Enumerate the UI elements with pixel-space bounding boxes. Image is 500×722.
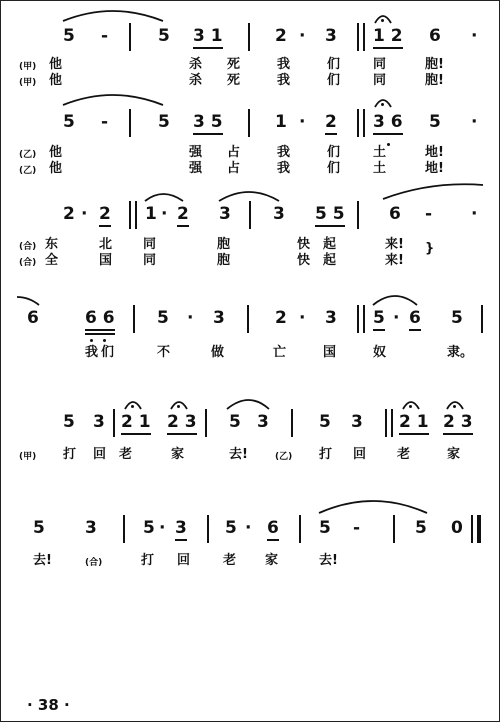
notation-line [1, 405, 499, 441]
note: 3 [85, 518, 97, 538]
note: 2 [275, 26, 287, 46]
note: 3 [93, 412, 105, 432]
barline [391, 409, 393, 437]
barline [481, 305, 483, 333]
barline [249, 201, 251, 229]
note: 5 [229, 412, 241, 432]
note-group: 3 1 [193, 25, 223, 49]
note: 5 [429, 112, 441, 132]
dash: - [425, 204, 433, 224]
barline [363, 305, 365, 333]
notation-line [1, 511, 499, 547]
slur [1, 105, 499, 141]
barline [385, 409, 387, 437]
barline [129, 23, 131, 51]
note: 1 [275, 112, 287, 132]
dot: · [299, 112, 306, 132]
note: 6 [389, 204, 401, 224]
octave-dot [103, 339, 106, 342]
dot: · [187, 308, 194, 328]
fermata-dot [131, 405, 134, 408]
note: 3 [219, 204, 231, 224]
note-group: 3 5 [193, 111, 223, 135]
note: 6 [27, 308, 39, 328]
note: 6 [267, 517, 279, 541]
barline [357, 201, 359, 229]
note: 6 [409, 307, 421, 331]
tie [1, 301, 499, 337]
barline [363, 23, 365, 51]
barline [247, 305, 249, 333]
note: 3 [351, 412, 363, 432]
dash: - [353, 518, 361, 538]
dash: - [101, 26, 109, 46]
note: 5 [63, 412, 75, 432]
fermata-dot [409, 405, 412, 408]
note: 3 [175, 517, 187, 541]
dot: · [245, 518, 252, 538]
octave-dot [90, 339, 93, 342]
barline [129, 201, 131, 229]
rest: 0 [451, 518, 463, 538]
note: 3 [273, 204, 285, 224]
note-group: 2 1 [399, 411, 429, 435]
fermata-dot [453, 405, 456, 408]
note: 5 [225, 518, 237, 538]
note: 2 [275, 308, 287, 328]
barline [357, 305, 359, 333]
dot: · [161, 204, 168, 224]
note-group: 3 6 [373, 111, 403, 135]
dot: · [299, 26, 306, 46]
note: 5 [143, 518, 155, 538]
note: 5 [451, 308, 463, 328]
notation-line [1, 105, 499, 141]
barline [207, 515, 209, 543]
final-barline-thin [471, 515, 473, 543]
score-page: 5 - 5 3 1 2 · 3 1 2 6 · (甲) 他 杀 死 我 们 同 胞! (甲) 他 杀 死 我 们 同 胞! 5 - 5 3 5 1 · 2 3 6 5 · (乙) 他 强 占 我 们 土 地! (乙) 他 强 占 我 们 土 地! 2 · 2 1 · 2 3 3 5 5 6 - · (合) 东 北 同 胞 快 起 来! } (合) 全 国 同 胞 快 起 来! 6 6 6 5 · 3 2 · 3 5 · 6 5 我 们 不 做 亡 国 奴 隶。 5 3 2 1 2 3 5 3 5 3 2 1 2 3 (甲) 打 回 老 家 去! (乙) 打 回 老 家 5 3 5 · 3 5 · 6 5 - 5 0 去! (合) 打 回 老 家 去! · 38 · [0, 0, 500, 722]
note-group: 1 2 [373, 25, 403, 49]
brace: } [425, 241, 435, 256]
dot: · [471, 112, 478, 132]
note: 5 [158, 112, 170, 132]
note-group: 2 3 [167, 411, 197, 435]
fermata-dot [381, 103, 384, 106]
note-group: 2 3 [443, 411, 473, 435]
notation-line [1, 197, 499, 233]
dot: · [393, 308, 400, 328]
note: 3 [213, 308, 225, 328]
note-group: 2 1 [121, 411, 151, 435]
page-number: · 38 · [27, 696, 70, 714]
barline [291, 409, 293, 437]
dot: · [299, 308, 306, 328]
note: 1 [145, 204, 157, 224]
note: 3 [325, 26, 337, 46]
slur [1, 19, 499, 55]
note: 5 [63, 26, 75, 46]
dot: · [81, 204, 88, 224]
note: 5 [319, 412, 331, 432]
barline [133, 305, 135, 333]
note: 2 [99, 203, 111, 227]
notation-line [1, 19, 499, 55]
note: 5 [319, 518, 331, 538]
note: 6 [429, 26, 441, 46]
note-group: 5 5 [315, 203, 345, 227]
octave-dot [387, 143, 390, 146]
note: 3 [325, 308, 337, 328]
barline [113, 409, 115, 437]
note: 5 [33, 518, 45, 538]
dash: - [101, 112, 109, 132]
dot: · [159, 518, 166, 538]
note: 5 [63, 112, 75, 132]
barline [135, 201, 137, 229]
dot: · [471, 26, 478, 46]
final-barline-thick [477, 515, 481, 543]
fermata [1, 19, 499, 55]
note: 2 [325, 111, 337, 135]
barline [357, 23, 359, 51]
note: 2 [63, 204, 75, 224]
slur [1, 301, 499, 337]
note: 5 [158, 26, 170, 46]
barline [129, 109, 131, 137]
fermata-dot [177, 405, 180, 408]
notation-line [1, 301, 499, 337]
barline [248, 109, 250, 137]
note: 2 [177, 203, 189, 227]
barline [248, 23, 250, 51]
note: 5 [373, 307, 385, 331]
barline [393, 515, 395, 543]
note-group: 6 6 [85, 307, 115, 331]
note: 5 [157, 308, 169, 328]
barline [205, 409, 207, 437]
barline [363, 109, 365, 137]
fermata-dot [381, 19, 384, 22]
barline [299, 515, 301, 543]
note: 5 [415, 518, 427, 538]
dot: · [471, 204, 478, 224]
barline [123, 515, 125, 543]
note: 3 [257, 412, 269, 432]
barline [357, 109, 359, 137]
fermata [1, 105, 499, 141]
